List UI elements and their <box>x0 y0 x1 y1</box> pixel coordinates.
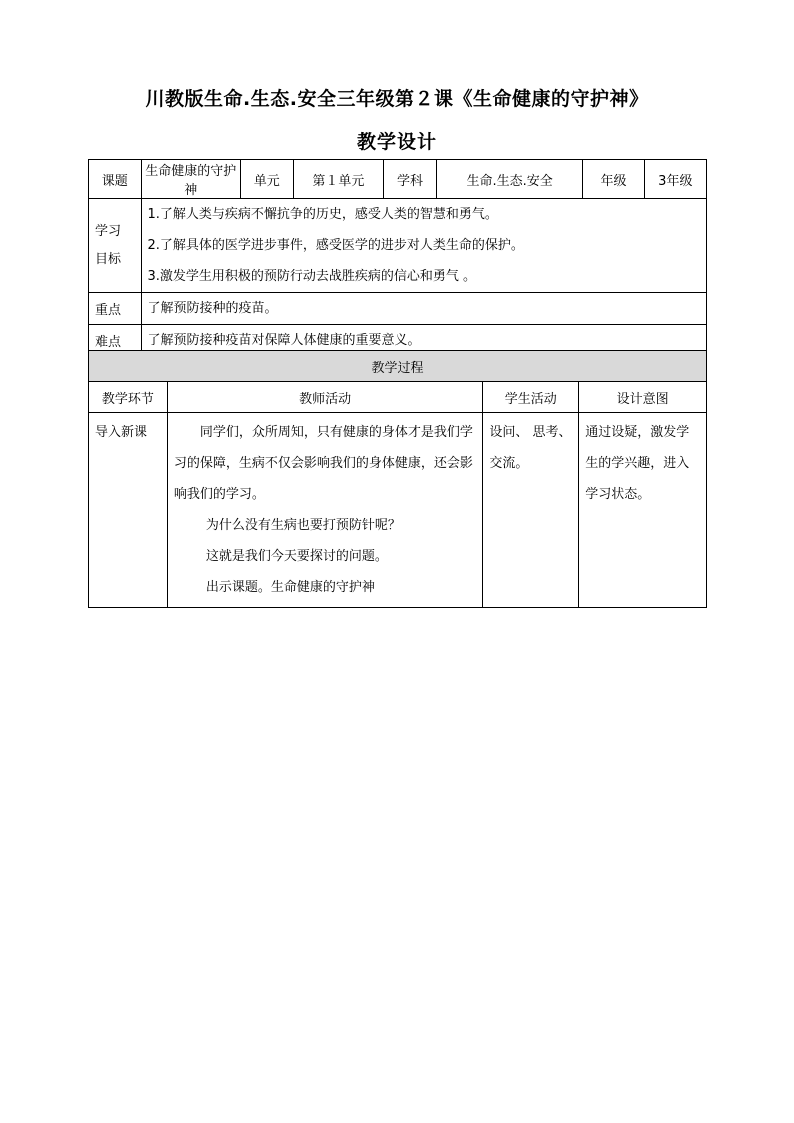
teacher-activity <box>167 413 482 608</box>
objective-item: 1.了解人类与疾病不懈抗争的历史，感受人类的智慧和勇气。 <box>147 207 498 222</box>
process-row <box>89 413 707 608</box>
header-stage: 教学环节 <box>89 382 168 413</box>
key-point-text: 了解预防接种的疫苗。 <box>141 293 707 325</box>
grade-value: 3年级 <box>644 160 706 199</box>
objectives-label: 学习 目标 <box>89 199 142 293</box>
document-subtitle: 教学设计 <box>356 131 437 153</box>
difficulty-label: 难点 <box>89 325 142 357</box>
objective-item: 3.激发学生用积极的预防行动去战胜疾病的信心和勇气 。 <box>147 269 477 284</box>
lesson-info-table <box>88 159 707 357</box>
difficulty-text: 了解预防接种疫苗对保障人体健康的重要意义。 <box>141 325 707 357</box>
header-teacher: 教师活动 <box>167 382 482 413</box>
objective-item: 2.了解具体的医学进步事件，感受医学的进步对人类生命的保护。 <box>147 238 524 253</box>
header-student: 学生活动 <box>483 382 579 413</box>
subject-value: 生命.生态.安全 <box>436 160 583 199</box>
teacher-paragraph: 这就是我们今天要探讨的问题。 <box>205 549 388 564</box>
key-point-label: 重点 <box>89 293 142 325</box>
document-title: 川教版生命.生态.安全三年级第２课《生命健康的守护神》 <box>145 88 649 110</box>
teacher-paragraph: 为什么没有生病也要打预防针呢？ <box>205 518 401 533</box>
teacher-paragraph: 同学们，众所周知，只有健康的身体才是我们学习的保障，生病不仅会影响我们的身体健康，还会影响我们的学习。 <box>173 425 473 502</box>
objectives-list <box>141 199 707 293</box>
objectives-row <box>89 199 707 293</box>
info-row <box>89 160 707 199</box>
design-intent: 通过设疑，激发学生的学兴趣，进入学习状态。 <box>579 413 707 608</box>
process-header-row <box>89 382 707 413</box>
student-activity: 设问、 思考、交流。 <box>483 413 579 608</box>
topic-value: 生命健康的守护神 <box>141 160 241 199</box>
teacher-paragraph: 出示课题。生命健康的守护神 <box>205 580 375 595</box>
unit-value: 第１单元 <box>293 160 384 199</box>
process-section-title: 教学过程 <box>89 351 707 382</box>
stage-cell: 导入新课 <box>89 413 168 608</box>
header-intent: 设计意图 <box>579 382 707 413</box>
teaching-process-table <box>88 350 707 608</box>
key-point-row <box>89 293 707 325</box>
unit-label: 单元 <box>241 160 294 199</box>
subject-label: 学科 <box>384 160 437 199</box>
topic-label: 课题 <box>89 160 142 199</box>
grade-label: 年级 <box>583 160 644 199</box>
